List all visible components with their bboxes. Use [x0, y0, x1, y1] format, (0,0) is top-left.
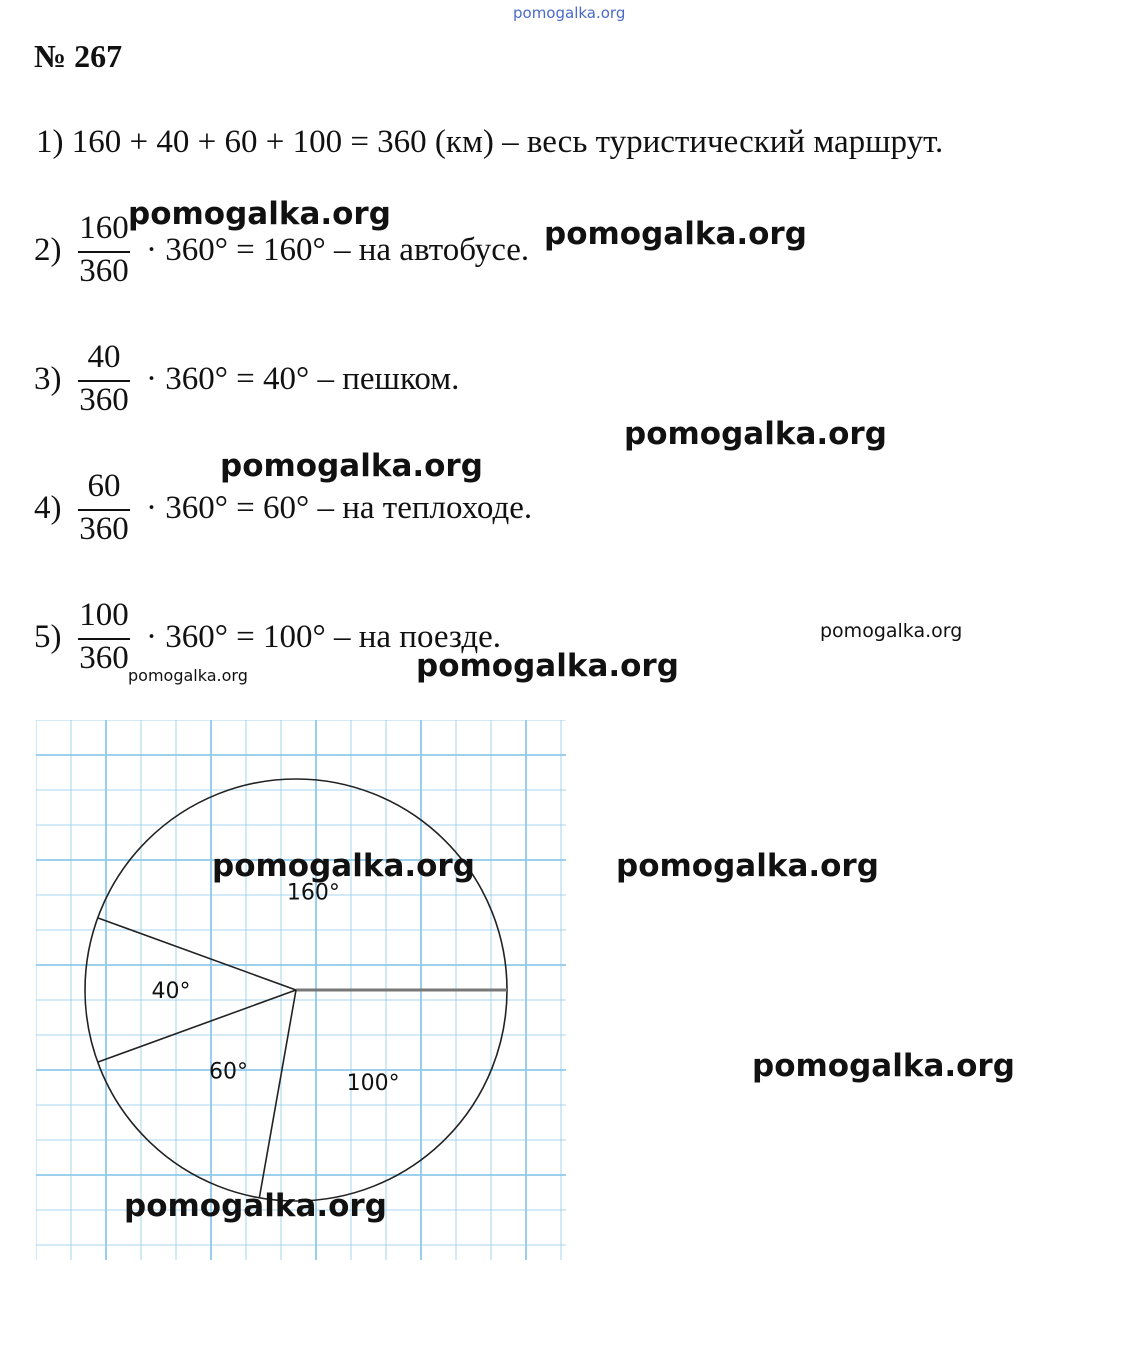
fraction-denominator: 360	[79, 253, 129, 289]
fraction-numerator: 160	[79, 210, 129, 246]
watermark-text: pomogalka.org	[752, 1048, 1015, 1084]
watermark-text: pomogalka.org	[212, 848, 475, 884]
step-number: 3)	[34, 361, 62, 397]
step-text: · 360° = 160° – на автобусе.	[146, 232, 530, 268]
step-text: · 360° = 100° – на поезде.	[146, 619, 502, 655]
sector-label: 100°	[346, 1070, 400, 1096]
sector-radius	[98, 990, 296, 1062]
fraction-numerator: 60	[87, 468, 121, 504]
sector-radius	[98, 918, 296, 990]
fraction-numerator: 40	[87, 339, 121, 375]
problem-number: № 267	[34, 38, 123, 74]
header-watermark: pomogalka.org	[513, 4, 626, 22]
sector-label: 60°	[209, 1059, 249, 1085]
step-number: 5)	[34, 619, 62, 655]
watermark-text: pomogalka.org	[124, 1188, 387, 1224]
watermark-text: pomogalka.org	[128, 666, 248, 685]
sector-label: 40°	[151, 979, 191, 1004]
fraction-denominator: 360	[79, 640, 129, 676]
watermark-text: pomogalka.org	[544, 216, 807, 252]
step-text: · 360° = 40° – пешком.	[146, 361, 460, 397]
watermark-text: pomogalka.org	[220, 448, 483, 484]
fraction-numerator: 100	[79, 597, 129, 633]
sector-labels	[152, 881, 400, 1096]
step-number: 2)	[34, 232, 62, 268]
sector-radius	[259, 990, 296, 1198]
step-1: 1) 160 + 40 + 60 + 100 = 360 (км) – весь туристический маршрут.	[36, 124, 944, 160]
sector-label: 160°	[286, 880, 340, 906]
watermark-text: pomogalka.org	[820, 620, 963, 642]
watermark-text: pomogalka.org	[624, 416, 887, 452]
step-text: · 360° = 60° – на теплоходе.	[146, 490, 533, 526]
watermark-text: pomogalka.org	[616, 848, 879, 884]
circle-layer	[85, 779, 507, 1201]
sector-diagram	[36, 720, 566, 1260]
fraction-denominator: 360	[79, 382, 129, 418]
step-number: 4)	[34, 490, 62, 526]
fraction-denominator: 360	[79, 511, 129, 547]
watermark-text: pomogalka.org	[128, 196, 391, 232]
watermark-text: pomogalka.org	[416, 648, 679, 684]
